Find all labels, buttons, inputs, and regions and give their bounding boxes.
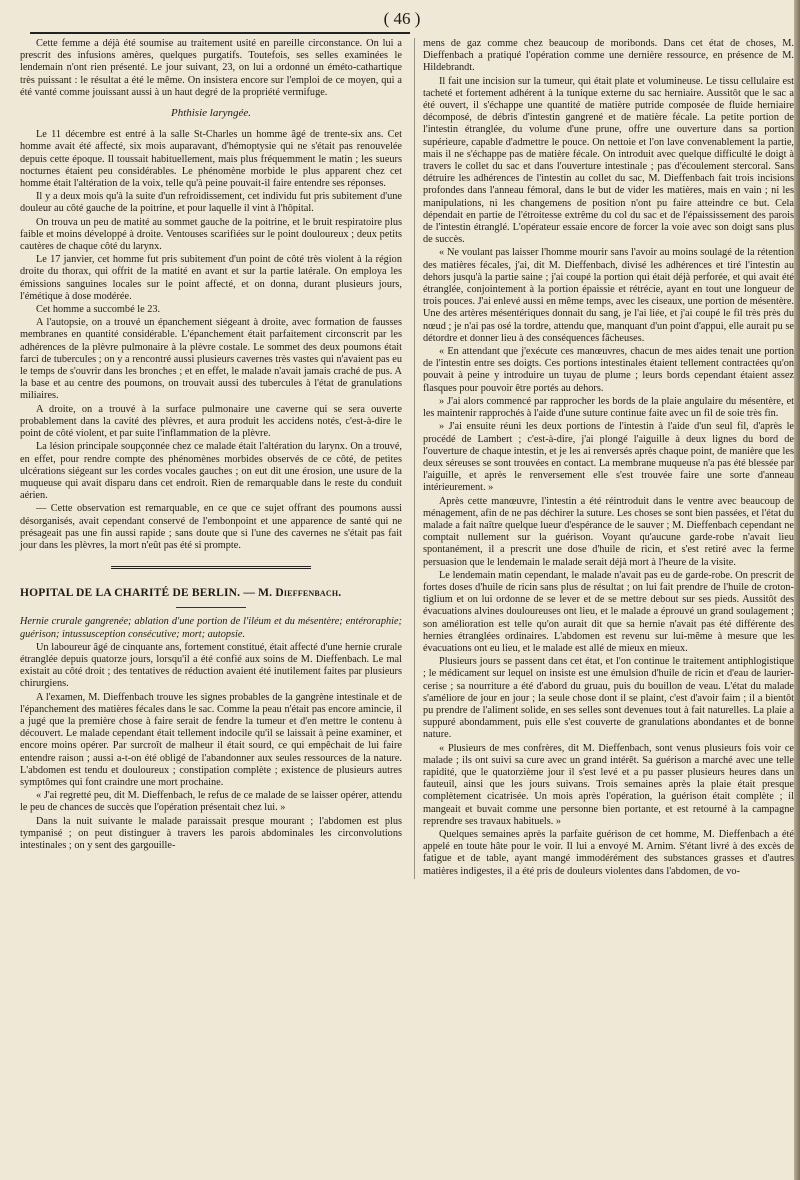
paragraph: Cet homme a succombé le 23. (36, 304, 161, 316)
paragraph: » J'ai alors commencé par rapprocher les bords de la plaie angulaire du mésentère, et les maintenir rapprochés à l'aide d'une suture continue faite avec un fil de soie très fin. (422, 395, 794, 420)
section-title-text: HOPITAL DE LA CHARITÉ DE BERLIN. — (20, 587, 256, 600)
binding-edge (794, 0, 800, 1180)
paragraph: A l'autopsie, on a trouvé un épanchement siégeant à droite, avec formation de fausses membranes en quantité considérable. L'épanchement était parfaitement circonscrit par les adhérences de la plèvre pulmonaire à la plèvre costale. Le sommet des deux poumons était farci de tubercules ; on y a rencontré aussi plusieurs cavernes très vastes qui n'avaient pas eu le temps de s'ouvrir dans les bronches ; et en effet, le malade n'avait jamais craché de pus. A la base et au centre des poumons, on trouvait aussi des tubercules à l'état de granulations miliaires. (20, 317, 402, 402)
paragraph: « Plusieurs de mes confrères, dit M. Dieffenbach, sont venus plusieurs fois voir ce malade ; ils ont suivi sa cure avec un grand intérêt. Sa guérison a marché avec une telle rapidité, que le quatorzième jour il s'est levé et a pu passer plusieurs heures dans un fauteuil, ainsi que les jours suivans. Trois semaines après la plaie était presque complètement cicatrisée. Un mois après l'opération, la guérison était complète ; il mangeait et buvait comme une personne bien portante, et est retourné à la campagne reprendre ses travaux habituels. » (422, 742, 794, 827)
paragraph: Il y a deux mois qu'à la suite d'un refroidissement, cet individu fut pris subitement d'une douleur au côté gauche de la poitrine, et pour laquelle il vint à l'hôpital. (20, 191, 402, 215)
top-rule (30, 32, 410, 34)
paragraph: A l'examen, M. Dieffenbach trouve les signes probables de la gangrène intestinale et de l'épanchement des matières fécales dans le sac. Comme la peau n'était pas encore amincie, il a jugé que la première chose à faire serait de fendre la tumeur et d'en mettre le contenu à découvert. Le malade cependant était tellement indocile qu'il se laissait à peine examiner, et encore moins opérer. Par surcroît de malheur il était sourd, ce qui empêchait de lui faire entendre raison ; aussi a-t-on été obligé de l'abandonner aux seules ressources de la nature. L'abdomen est tendu et douloureux ; constipation complète ; existence de plusieurs autres symptômes qui font craindre une mort prochaine. (20, 691, 402, 788)
section-title (20, 587, 402, 599)
paragraph: Le 17 janvier, cet homme fut pris subitement d'un point de côté très violent à la région droite du thorax, qui offrit de la matité en avant et sur la partie latérale. On employa les émissions sanguines locales sur le point affecté, et on donna, durant plusieurs jours, l'émétique à dose modérée. (20, 254, 402, 302)
paragraph: La lésion principale soupçonnée chez ce malade était l'altération du larynx. On a trouvé, en effet, pour rendre compte des phénomènes morbides observés de ce côté, de petites ulcérations siégeant sur les cordes vocales gauches ; on eut dit une érosion, une usure de la muqueuse qui avait disparu dans cet endroit. Rien de remarquable dans le reste du conduit aérien. (20, 441, 402, 502)
left-column (20, 38, 402, 879)
page-number: ( 46 ) (383, 9, 421, 28)
paragraph: Un laboureur âgé de cinquante ans, fortement constitué, était affecté d'une hernie crurale étranglée depuis quatorze jours, lorsqu'il a été confié aux soins de M. Dieffenbach. Le mal existait au côté droit ; des tentatives de réduction avaient été inutilement faites par plusieurs chirurgiens. (20, 641, 402, 690)
paragraph: On trouva un peu de matité au sommet gauche de la poitrine, et le bruit respiratoire plus faible et moins développé à droite. Ventouses scarifiées sur le point douloureux ; deux petits cautères de chaque côté du larynx. (20, 216, 402, 253)
paragraph: Le 11 décembre est entré à la salle St-Charles un homme âgé de trente-six ans. Cet homme avait été affecté, six mois auparavant, d'hémoptysie qui ne s'était pas renouvelée depuis cette époque. Il toussait habituellement, mais plus fréquemment le matin ; les sueurs nocturnes étaient peu considérables. Le phénomène morbide le plus apparent chez cet homme était l'altération de la voix, telle qu'à peine pouvait-il faire entendre ses réponses. (20, 129, 402, 190)
section-author: M. Dieffenbach. (258, 587, 342, 600)
section-divider (111, 566, 311, 569)
paragraph: » J'ai ensuite réuni les deux portions de l'intestin à l'aide d'un seul fil, d'après le procédé de Lambert ; c'est-à-dire, j'ai plongé l'aiguille à deux lignes du bord de l'ouverture de chaque intestin, et je les ai renversés après chaque point, de manière que les deux séreuses se sont trouvées en contact. La membrane muqueuse n'a pas été blessée par l'aiguille, et après le renversement elle s'est trouvée faire une sorte d'anneau intérieurement. » (422, 421, 794, 494)
paragraph: « En attendant que j'exécute ces manœuvres, chacun de mes aides tenait une portion de l'intestin entre ses doigts. Ces portions intestinales étaient tellement contractées qu'on pouvait à peine y introduire un tuyau de plume ; leurs bords cependant étaient assez flasques pour pouvoir être portés au dehors. (422, 346, 794, 394)
paragraph: Après cette manœuvre, l'intestin a été réintroduit dans le ventre avec beaucoup de ménagement, afin de ne pas déchirer la suture. Les choses se sont bien passées, et l'état du malade a fait naître quelque lueur d'espérance de le sauver ; M. Dieffenbach cependant ne comptait nullement sur la guérison. Voyant qu'aucune garde-robe n'avait lieu spontanément, il a prescrit une dose d'huile de ricin, et s'est retiré avec la ferme persuasion que le lendemain le malade serait déjà mort à l'heure de la visite. (422, 495, 794, 568)
paragraph: A droite, on a trouvé à la surface pulmonaire une caverne qui se sera ouverte probablement dans la cavité des plèvres, et aura produit les accidens notés, c'est-à-dire le point de côté violent, et par suite l'inflammation de la plèvre. (20, 403, 402, 440)
paragraph: Dans la nuit suivante le malade paraissait presque mourant ; l'abdomen est plus tympanisé ; on peut distinguer à travers les parois abdominales les circonvolutions intestinales ; on y sent des gargouille- (20, 815, 402, 851)
case-abstract: Hernie crurale gangrenée; ablation d'une portion de l'iléum et du mésentère; entéroraphie; guérison; intussusception consécutive; mort; autopsie. (20, 616, 402, 640)
paragraph: « J'ai regretté peu, dit M. Dieffenbach, le refus de ce malade de se laisser opérer, attendu le peu de chances de succès que l'opération présentait chez lui. » (20, 790, 402, 814)
right-column (414, 38, 794, 879)
two-column-body (20, 38, 794, 879)
paragraph: Cette femme a déjà été soumise au traitement usité en pareille circonstance. On lui a prescrit des infusions amères, quelques purgatifs. Toutefois, ses selles examinées le lendemain n'ont rien présenté. Le jour suivant, 23, on lui a ordonné un éméto-cathartique très puissant : le résultat a été le même. On insistera encore sur l'emploi de ce moyen, qui a été vanté comme jouissant aussi à un haut degré de la propriété vermifuge. (20, 38, 402, 98)
paragraph: Quelques semaines après la parfaite guérison de cet homme, M. Dieffenbach a été appelé en toute hâte pour le voir. Il lui a envoyé M. Arnim. S'étant livré à des excès de fatigue et de table, ayant mangé immodérément des substances grasses et d'autres matières indigestes, il a été pris de douleurs violentes dans l'abdomen, de vo- (422, 829, 794, 877)
subheading: Phthisie laryngée. (170, 107, 252, 120)
paragraph: Le lendemain matin cependant, le malade n'avait pas eu de garde-robe. On prescrit de fortes doses d'huile de ricin sans plus de résultat ; on lui fait prendre de l'huile de croton-tiglium et on lui ordonne de se lever et de se mettre debout sur ses pieds. Aussitôt des évacuations alvines douloureuses ont lieu, et le malade a éprouvé un grand soulagement ; son amélioration est telle qu'on aurait dit que sa hernie n'avait pas été différente des hernies étranglées ordinaires. L'abdomen est revenu sur lui-même à mesure que les évacuations ont eu lieu, et le malade est allé de mieux en mieux. (422, 569, 794, 654)
title-rule (176, 607, 246, 608)
paragraph: — Cette observation est remarquable, en ce que ce sujet offrant des poumons aussi désorganisés, avait cependant conservé de l'embonpoint et une apparence de santé qui ne présageait pas une fin aussi rapide ; sans doute que si l'une des cavernes ne s'était pas fait jour dans les plèvres, la mort n'eût pas été si prompte. (20, 503, 402, 551)
paragraph: Plusieurs jours se passent dans cet état, et l'on continue le traitement antiphlogistique ; le médicament sur lequel on insiste est une émulsion d'huile de ricin et d'eau de laurier-cerise ; sa nourriture a été d'abord du gruau, puis du bouillon de veau. L'état du malade s'améliore de jour en jour ; la seule chose dont il se plaint, c'est d'avoir faim ; il a bientôt pu prendre de l'aliment solide, en ses selles sont devenues tout à fait naturelles. La plaie a suppuré abondamment, puis elle s'est couverte de granulations abondantes et de bonne nature. (422, 656, 794, 741)
paragraph: « Ne voulant pas laisser l'homme mourir sans l'avoir au moins soulagé de la rétention des matières fécales, j'ai, dit M. Dieffenbach, divisé les adhérences et tiré l'intestin au dehors jusqu'à la partie saine ; j'ai coupé la portion qui était déjà perforée, et qui avait été étranglée, conjointement à la portion épaissie et rétrécie, ayant en tout une longueur de trois pouces. J'ai enlevé aussi en même temps, avec les ciseaux, une portion de mésentère. Une des artères mésentériques donnait du sang, je l'ai liée, et j'ai coupé le fil très près du nœud ; je n'ai pas osé la tordre, attendu que, manquant d'un point d'appui, elle aurait pu se détordre et donner lieu à des conséquences fâcheuses. (422, 247, 794, 344)
paragraph: mens de gaz comme chez beaucoup de moribonds. Dans cet état de choses, M. Dieffenbach a pratiqué l'opération comme une dernière ressource, en présence de M. Hildebrandt. (422, 38, 794, 74)
paragraph: Il fait une incision sur la tumeur, qui était plate et volumineuse. Le tissu cellulaire est tacheté et fortement adhérent à la tunique externe du sac herniaire. Aussitôt que le sac a été ouvert, il s'échappe une quantité de matière putride composée de fluide herniaire décomposé, de débris d'intestin gangrené et de matière fécale. La petite portion de l'intestin étranglée, du volume d'une prune, offre une ouverture dans sa portion supérieure, capable d'admettre le pouce. On nettoie et l'on lave convenablement la partie, mais il ne s'échappe pas de matière fécale. On introduit avec quelque difficulté le doigt à travers le collet du sac et dans l'ouverture intestinale ; pas d'écoulement stercoral. Sans détruire les adhérences de l'intestin au collet du sac, M. Dieffenbach fait trois incisions profondes dans l'anneau fémoral, dans le but de vider les matières, mais en vain ; ni les manipulations, ni les changemens de position n'ont pu faire atteindre ce but. Cela dépendait en partie de l'étroitesse extrême du col du sac et de l'épaississement des parois de l'intestin étranglé. L'opérateur essaie encore de forcer la voie avec son doigt sans plus de succès. (422, 75, 794, 246)
